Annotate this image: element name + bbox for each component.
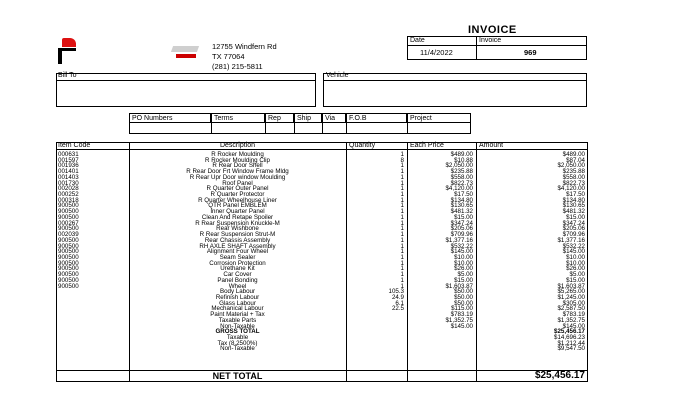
item-each-price: $2,050.00 xyxy=(445,162,473,170)
item-code: 900500 xyxy=(58,208,79,216)
via-header: Via xyxy=(322,113,346,123)
item-amount: $2,587.50 xyxy=(557,305,585,313)
item-code: 000318 xyxy=(58,196,79,204)
item-code: 900500 xyxy=(58,253,79,261)
item-description: R Quarter Protector xyxy=(210,191,265,199)
item-quantity: 1 xyxy=(400,151,404,158)
item-quantity: 1 xyxy=(400,276,404,284)
item-description: R Rear Door Shell xyxy=(212,162,263,170)
item-amount: $1,245.00 xyxy=(557,294,585,301)
item-code: 900500 xyxy=(58,236,79,244)
item-quantity: 22.5 xyxy=(391,305,404,313)
item-description: Clean And Retape Spoiler xyxy=(201,213,274,221)
item-each-price: $115.00 xyxy=(451,305,473,313)
item-description: Rear Chassis Assembly xyxy=(204,236,271,244)
item-description: Refinish Labour xyxy=(215,294,260,301)
item-quantity: 1 xyxy=(400,213,404,221)
item-each-price: $1,377.16 xyxy=(445,236,473,244)
item-amount: $134.80 xyxy=(562,196,585,204)
bill-to-box xyxy=(56,73,316,107)
item-description: Non-Taxable xyxy=(220,322,255,330)
item-quantity: 1 xyxy=(400,271,404,279)
item-code: 900500 xyxy=(58,271,79,279)
item-code: 001597 xyxy=(58,156,79,164)
item-quantity: 1 xyxy=(400,259,404,267)
item-quantity: 1 xyxy=(400,225,404,233)
item-description: R Quarter Wheelhouse Liner xyxy=(198,196,277,204)
item-quantity: 1 xyxy=(400,253,404,261)
item-description: Seam Sealer xyxy=(219,253,256,261)
item-code: 000631 xyxy=(58,151,79,158)
item-description: Urethane Kit xyxy=(220,265,255,273)
summary-amount: $1,212.44 xyxy=(557,339,585,347)
item-quantity: 1 xyxy=(400,248,404,256)
order-values-row xyxy=(129,122,471,134)
item-code: 900500 xyxy=(58,202,79,210)
invoice-number-label: Invoice xyxy=(479,37,502,44)
item-amount: $4,120.00 xyxy=(557,185,585,193)
item-amount: $783.19 xyxy=(562,311,585,319)
item-quantity: 1 xyxy=(400,196,404,204)
item-code: 000267 xyxy=(58,219,79,227)
item-each-price: $134.80 xyxy=(450,196,473,204)
summary-label: GROSS TOTAL xyxy=(215,328,260,336)
item-quantity: 1 xyxy=(400,265,404,273)
item-description: R Rocker Moulding Clip xyxy=(205,156,270,164)
fob-header: F.O.B xyxy=(346,113,407,123)
item-amount: $822.73 xyxy=(562,179,585,187)
item-quantity: 1 xyxy=(400,208,404,216)
item-each-price: $822.73 xyxy=(450,179,473,187)
item-amount: $1,352.75 xyxy=(557,316,585,324)
item-each-price: $489.00 xyxy=(450,151,473,158)
item-description: Wheel xyxy=(228,282,247,290)
project-header: Project xyxy=(407,113,471,123)
item-each-price: $1,352.75 xyxy=(445,316,473,324)
item-each-price: $5.00 xyxy=(457,271,473,279)
item-each-price: $15.00 xyxy=(454,276,473,284)
item-amount: $15.00 xyxy=(566,276,585,284)
item-amount: $2,050.00 xyxy=(557,162,585,170)
item-each-price: $50.00 xyxy=(454,299,473,307)
item-quantity: 1 xyxy=(400,242,404,250)
item-amount: $130.65 xyxy=(562,202,585,210)
ship-header: Ship xyxy=(294,113,322,123)
item-each-price: $347.24 xyxy=(450,219,473,227)
item-description: QTR Panel EMBLEM xyxy=(208,202,267,210)
summary-amount: $14,696.23 xyxy=(554,334,585,342)
item-amount: $305.00 xyxy=(562,299,585,307)
vehicle-label: Vehicle xyxy=(326,72,349,79)
item-each-price: $50.00 xyxy=(454,294,473,301)
net-total-amount: $25,456.17 xyxy=(534,370,585,381)
item-amount: $347.24 xyxy=(562,219,585,227)
item-code-header: Item Code xyxy=(58,142,91,149)
item-each-price: $10.00 xyxy=(454,253,473,261)
item-code: 900500 xyxy=(58,242,79,250)
item-description: RH AXLE SHAFT Assembly xyxy=(199,242,276,250)
item-code: 001730 xyxy=(58,179,79,187)
item-description: Alignment Four Wheel xyxy=(206,248,269,256)
item-description: Taxable Parts xyxy=(218,316,257,324)
item-description: R Rear Upr Door window Moulding xyxy=(189,173,286,181)
item-amount: $145.00 xyxy=(562,248,585,256)
item-code: 001401 xyxy=(58,168,79,176)
item-description: Corrosion Protection xyxy=(209,259,266,267)
item-each-price: $50.00 xyxy=(454,288,473,296)
vehicle-box xyxy=(323,73,587,107)
item-each-price: $558.00 xyxy=(450,173,473,181)
item-code: 900500 xyxy=(58,225,79,233)
brand-mark-logo xyxy=(172,40,198,64)
invoice-number-value: 969 xyxy=(524,48,537,57)
date-value: 11/4/2022 xyxy=(420,48,453,57)
item-amount: $709.96 xyxy=(562,231,585,239)
item-description: R Rocker Moulding xyxy=(211,151,264,158)
item-description: Rear Wishbone xyxy=(216,225,259,233)
item-amount: $1,603.87 xyxy=(557,282,585,290)
company-logo xyxy=(58,38,80,64)
item-each-price: $783.19 xyxy=(450,311,473,319)
item-amount: $5,265.00 xyxy=(557,288,585,296)
item-amount: $489.00 xyxy=(562,151,585,158)
item-code: 900500 xyxy=(58,248,79,256)
item-quantity: 24.9 xyxy=(391,294,404,301)
amount-header: Amount xyxy=(479,142,504,149)
item-each-price: $235.88 xyxy=(450,168,473,176)
summary-label: Tax (8.2500%) xyxy=(217,339,258,347)
bill-to-label: Bill To xyxy=(58,72,77,79)
item-quantity: 8 xyxy=(400,156,404,164)
summary-label: Non-Taxable xyxy=(220,345,255,353)
company-address-line1: 12755 Windfern Rd xyxy=(212,42,277,51)
item-quantity: 1 xyxy=(400,185,404,193)
item-description: R Quarter Outer Panel xyxy=(206,185,269,193)
rep-header: Rep xyxy=(265,113,294,123)
item-quantity: 1 xyxy=(400,282,404,290)
item-quantity: 1 xyxy=(400,168,404,176)
item-code: 900500 xyxy=(58,259,79,267)
summary-amount: $9,547.50 xyxy=(557,345,585,353)
item-amount: $5.00 xyxy=(569,271,585,279)
item-code: 002039 xyxy=(58,231,79,239)
item-quantity: 1 xyxy=(400,173,404,181)
item-each-price: $130.65 xyxy=(450,202,473,210)
item-code: 001936 xyxy=(58,162,79,170)
item-code: 001403 xyxy=(58,173,79,181)
item-each-price: $10.00 xyxy=(454,259,473,267)
item-description: Inner Quarter Panel xyxy=(210,208,265,216)
item-each-price: $532.22 xyxy=(450,242,473,250)
item-code: 900500 xyxy=(58,276,79,284)
item-code: 002028 xyxy=(58,185,79,193)
company-address-line2: TX 77064 xyxy=(212,52,245,61)
item-description: Body Labour xyxy=(219,288,256,296)
summary-amount: $25,456.17 xyxy=(554,328,585,336)
item-code: 900500 xyxy=(58,282,79,290)
item-each-price: $15.00 xyxy=(454,213,473,221)
item-quantity: 1 xyxy=(400,236,404,244)
date-label: Date xyxy=(410,37,425,44)
summary-label: Taxable xyxy=(226,334,249,342)
item-amount: $235.88 xyxy=(562,168,585,176)
item-quantity: 1 xyxy=(400,219,404,227)
item-code: 000252 xyxy=(58,191,79,199)
item-each-price: $1,603.87 xyxy=(445,282,473,290)
item-each-price: $709.96 xyxy=(450,231,473,239)
item-amount: $558.00 xyxy=(562,173,585,181)
item-amount: $481.32 xyxy=(562,208,585,216)
terms-header: Terms xyxy=(211,113,265,123)
item-quantity: 1 xyxy=(400,179,404,187)
item-quantity: 1 xyxy=(400,202,404,210)
item-amount: $145.00 xyxy=(562,322,585,330)
item-quantity: 105.3 xyxy=(388,288,404,296)
item-description: Panel Bonding xyxy=(217,276,258,284)
item-each-price: $10.88 xyxy=(454,156,473,164)
item-description: Mechanical Labour xyxy=(211,305,264,313)
item-description: R Rear Door Frt Window Frame Mldg xyxy=(186,168,289,176)
item-quantity: 1 xyxy=(400,162,404,170)
item-amount: $17.50 xyxy=(566,191,585,199)
item-amount: $1,377.16 xyxy=(557,236,585,244)
item-each-price: $145.00 xyxy=(450,248,473,256)
item-each-price: $481.32 xyxy=(450,208,473,216)
item-amount: $10.00 xyxy=(566,259,585,267)
item-description: Roof Panel xyxy=(222,179,253,187)
each-price-header: Each Price xyxy=(410,142,444,149)
item-description: R Rear Suspension Knuckle-M xyxy=(195,219,280,227)
item-amount: $15.00 xyxy=(566,213,585,221)
item-each-price: $145.00 xyxy=(450,322,473,330)
item-description: Glass Labour xyxy=(219,299,256,307)
item-each-price: $26.00 xyxy=(454,265,473,273)
invoice-title: INVOICE xyxy=(468,24,517,36)
quantity-header: Quantity xyxy=(349,142,376,149)
item-description: Paint Material + Tax xyxy=(210,311,265,319)
item-each-price: $17.50 xyxy=(454,191,473,199)
item-quantity: 1 xyxy=(400,191,404,199)
item-each-price: $205.06 xyxy=(450,225,473,233)
item-amount: $205.06 xyxy=(562,225,585,233)
item-code: 900500 xyxy=(58,213,79,221)
item-amount: $87.04 xyxy=(566,156,585,164)
po-numbers-header: PO Numbers xyxy=(129,113,211,123)
description-header: Description xyxy=(219,142,255,149)
item-amount: $532.22 xyxy=(562,242,585,250)
item-quantity: 1 xyxy=(400,231,404,239)
item-description: R Rear Suspension Strut-M xyxy=(199,231,276,239)
item-amount: $10.00 xyxy=(566,253,585,261)
item-quantity: 6.1 xyxy=(395,299,404,307)
item-each-price: $4,120.00 xyxy=(445,185,473,193)
item-code: 900500 xyxy=(58,265,79,273)
item-amount: $26.00 xyxy=(566,265,585,273)
item-description: Car Cover xyxy=(223,271,252,279)
net-total-label: NET TOTAL xyxy=(212,371,263,381)
company-phone: (281) 215-5811 xyxy=(212,62,263,71)
